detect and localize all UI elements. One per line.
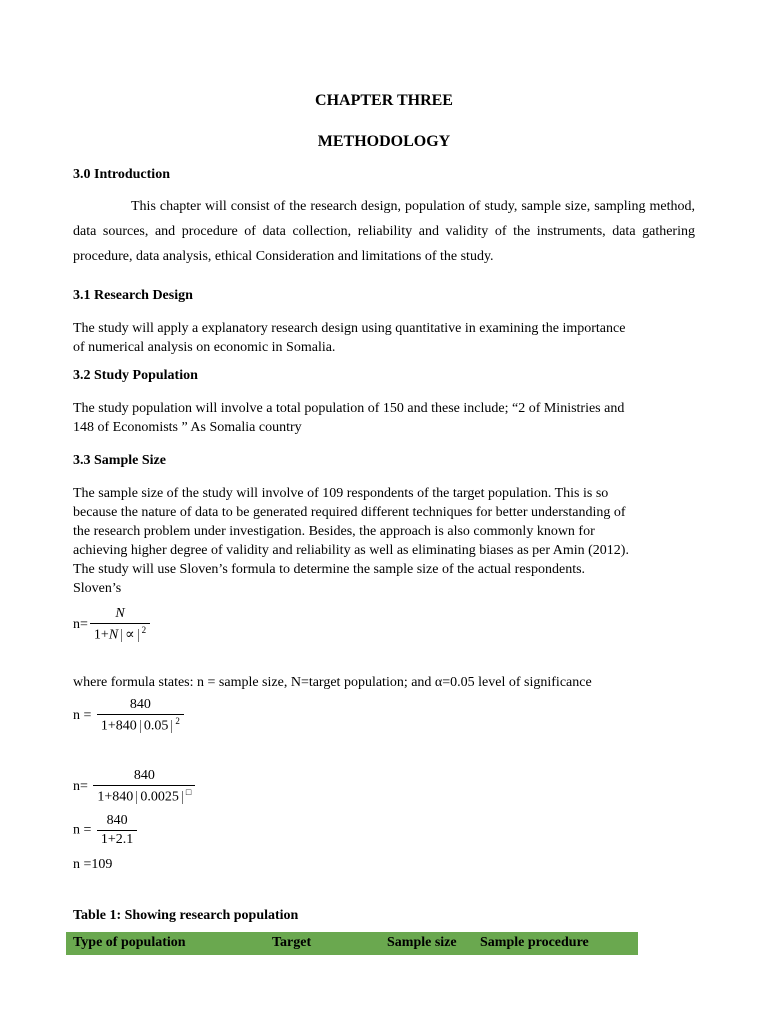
table-caption: Table 1: Showing research population (73, 908, 299, 923)
introduction-text: This chapter will consist of the research design, population of study, sample size, sampling method, data sources, and procedure of data collection, reliability and validity of the instruments, data gathering procedure, data analysis, ethical Consideration and limitations of the study. (73, 199, 695, 264)
formula-slovens: n= $\frac{N}{1+N \propto ^2}$ (73, 606, 150, 644)
paragraph-research-design (73, 319, 695, 357)
text-line: of numerical analysis on economic in Somalia. (73, 340, 336, 355)
text-line: The study population will involve a total population of 150 and these include; “2 of Ministries and (73, 401, 625, 416)
table-header-row (66, 932, 638, 955)
table-header-cell: Sample procedure (480, 935, 589, 950)
text-line: the research problem under investigation. Besides, the approach is also commonly known for (73, 524, 595, 539)
paragraph-introduction (73, 194, 695, 269)
heading-introduction: 3.0 Introduction (73, 167, 170, 182)
heading-research-design: 3.1 Research Design (73, 288, 193, 303)
text-line: Sloven’s (73, 581, 122, 596)
heading-study-population: 3.2 Study Population (73, 368, 198, 383)
paragraph-study-population (73, 399, 695, 437)
text-line: The study will use Sloven’s formula to determine the sample size of the actual respondents. (73, 562, 586, 577)
table-header-cell: Type of population (73, 935, 186, 950)
table-header-cell: Sample size (387, 935, 457, 950)
heading-sample-size: 3.3 Sample Size (73, 453, 166, 468)
formula-step-1: n = $\frac{840}{1+840 0.05 ^2}$ (73, 697, 184, 735)
formula-step-2: n= $\frac{840}{1+840 0.0025 ^□}$ (73, 768, 195, 806)
text-line: The study will apply a explanatory research design using quantitative in examining the importance (73, 321, 626, 336)
table-header-cell: Target (272, 935, 312, 950)
section-title: METHODOLOGY (317, 133, 451, 150)
formula-step-3: n = $\frac{840}{1+2.1}$ (73, 813, 137, 848)
paragraph-sample-size (73, 484, 695, 598)
text-line: achieving higher degree of validity and reliability as well as eliminating biases as per Amin (2012). (73, 543, 629, 558)
text-line: The sample size of the study will involve of 109 respondents of the target population. This is so (73, 486, 609, 501)
text-line: because the nature of data to be generated required different techniques for better understanding of (73, 505, 626, 520)
formula-explanation: where formula states: n = sample size, N=target population; and α=0.05 level of significance (73, 675, 592, 690)
formula-result: n =109 (73, 857, 113, 872)
text-line: 148 of Economists ” As Somalia country (73, 420, 302, 435)
chapter-title: CHAPTER THREE (315, 92, 453, 109)
